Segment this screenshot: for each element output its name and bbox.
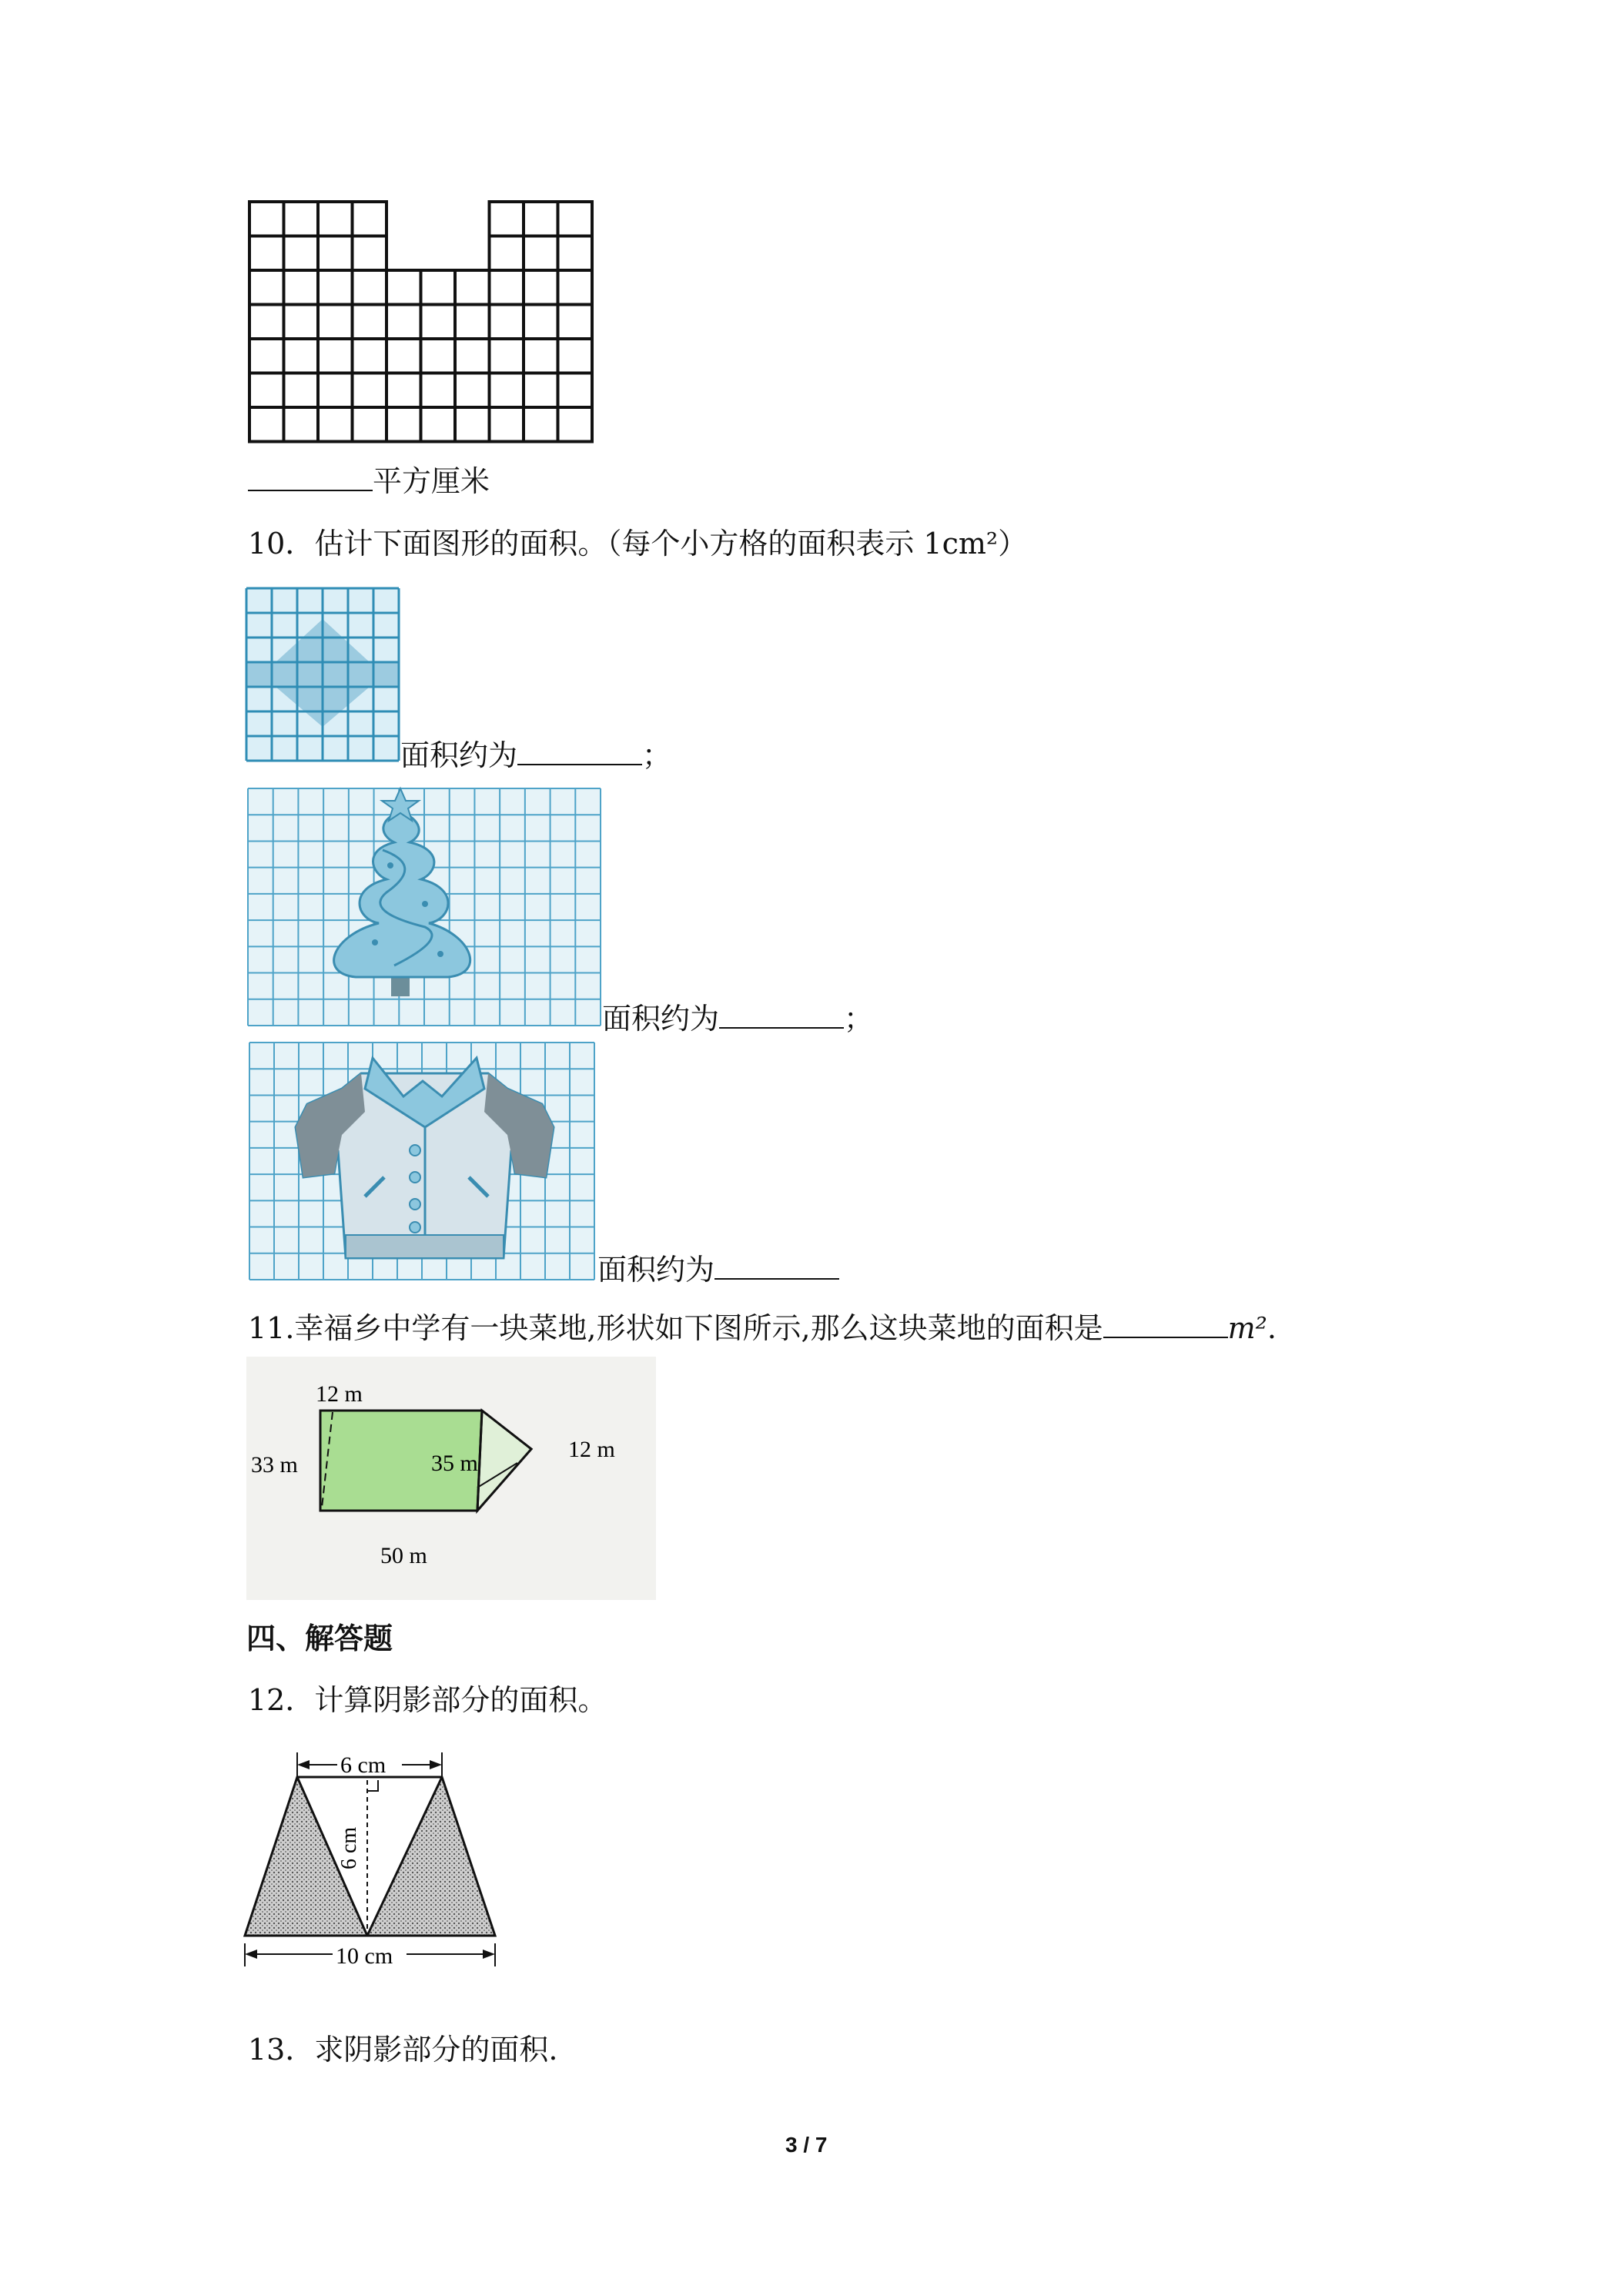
q11-period: . bbox=[1267, 1311, 1277, 1345]
q10-figure-3 bbox=[249, 1043, 596, 1281]
q10-question: 10．估计下面图形的面积。（每个小方格的面积表示 1cm²） bbox=[248, 527, 1028, 561]
q10-figure-2 bbox=[248, 788, 602, 1027]
q11-label-top: 12 m bbox=[316, 1381, 363, 1407]
q10-answer-blank-2[interactable] bbox=[719, 999, 844, 1029]
q10-area-label-2: 面积约为 bbox=[602, 1002, 720, 1036]
q11-label-right: 12 m bbox=[568, 1437, 615, 1462]
q10-answer-blank-1[interactable] bbox=[517, 736, 642, 765]
q10-answer-2 bbox=[602, 999, 873, 1037]
q12-label-height: 6 cm bbox=[337, 1826, 361, 1869]
q11-label-left: 33 m bbox=[251, 1452, 298, 1478]
q10-area-label-3: 面积约为 bbox=[597, 1253, 715, 1287]
q9-grid-figure bbox=[248, 200, 602, 447]
q10-answer-blank-3[interactable] bbox=[714, 1250, 839, 1280]
q11-label-middle: 35 m bbox=[431, 1451, 478, 1476]
q12-label-top: 6 cm bbox=[340, 1752, 387, 1778]
q10-semicolon-2: ； bbox=[844, 1002, 874, 1036]
q10-figure-1 bbox=[246, 588, 400, 762]
q11-figure bbox=[246, 1357, 656, 1602]
q10-semicolon-1: ； bbox=[642, 738, 672, 772]
q10-answer-3 bbox=[597, 1250, 839, 1288]
q9-answer-line bbox=[248, 462, 490, 500]
q10-answer-1 bbox=[400, 736, 671, 774]
q13-question: 13．求阴影部分的面积. bbox=[248, 2033, 558, 2067]
section-4-title: 四、解答题 bbox=[246, 1622, 393, 1655]
q11-answer-blank[interactable] bbox=[1103, 1309, 1228, 1338]
q11-label-bottom: 50 m bbox=[380, 1543, 427, 1568]
q12-label-bottom: 10 cm bbox=[336, 1943, 393, 1969]
q12-question: 12．计算阴影部分的面积。 bbox=[248, 1683, 607, 1717]
q9-answer-suffix: 平方厘米 bbox=[373, 464, 490, 498]
q10-area-label-1: 面积约为 bbox=[400, 738, 518, 772]
q9-answer-blank[interactable] bbox=[248, 462, 373, 491]
q11-question bbox=[248, 1309, 1277, 1347]
q12-figure bbox=[240, 1746, 502, 1977]
q11-text: 11.幸福乡中学有一块菜地,形状如下图所示,那么这块菜地的面积是 bbox=[248, 1311, 1103, 1345]
q11-unit: m² bbox=[1227, 1311, 1267, 1345]
page-number: 3 / 7 bbox=[785, 2133, 828, 2157]
